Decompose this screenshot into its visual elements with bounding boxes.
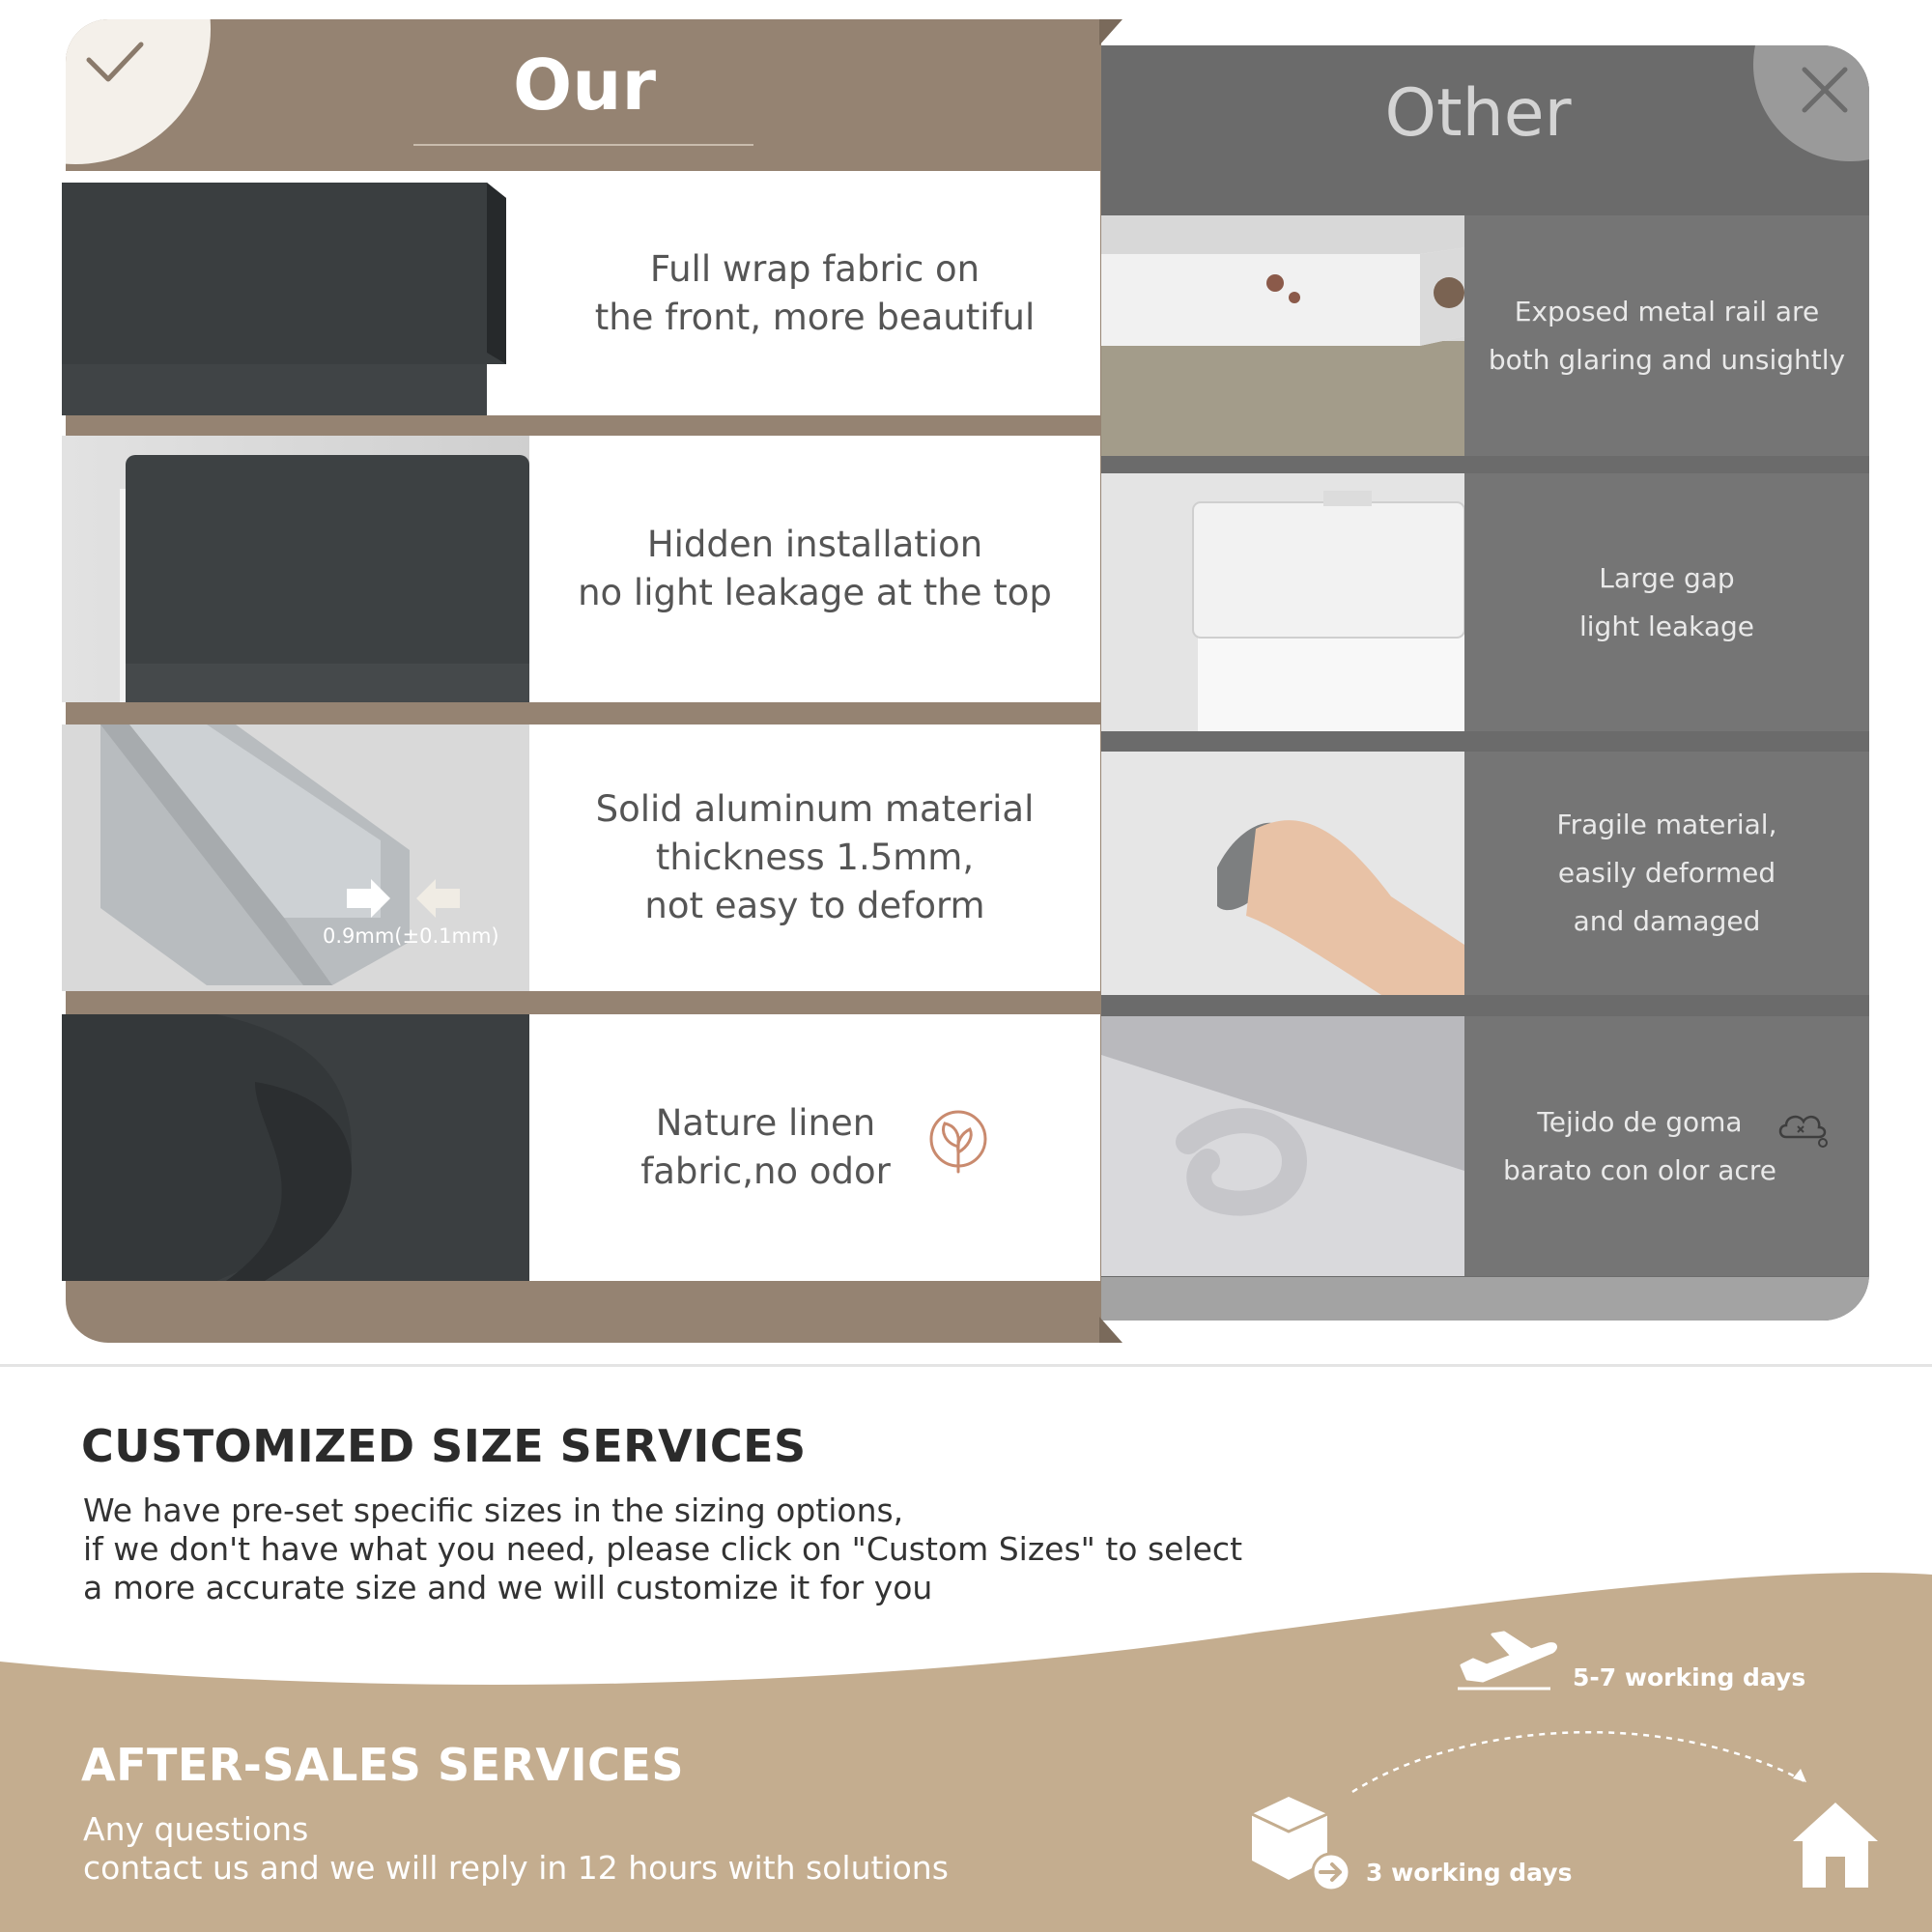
our-title: Our bbox=[513, 44, 656, 126]
large-gap-image bbox=[1101, 473, 1464, 731]
rubber-fabric-image bbox=[1101, 1016, 1464, 1276]
other-title: Other bbox=[1384, 75, 1572, 152]
other-row-exposed-rail bbox=[1101, 215, 1869, 456]
leaf-icon bbox=[927, 1108, 989, 1188]
custom-size-body: We have pre-set specific sizes in the sizing options, if we don't have what you need, please click on "Custom Sizes" to select a more accurate size and we will customize it for you bbox=[83, 1492, 1243, 1606]
linen-fabric-image bbox=[62, 1014, 529, 1281]
other-row-fragile bbox=[1101, 752, 1869, 995]
other-row-text: Tejido de goma barato con olor acre bbox=[1503, 1105, 1776, 1186]
our-title-underline bbox=[413, 144, 753, 146]
hidden-install-image bbox=[62, 436, 529, 702]
other-row-large-gap bbox=[1101, 473, 1869, 731]
other-row-text: Exposed metal rail are both glaring and unsightly bbox=[1488, 295, 1846, 376]
custom-size-title: CUSTOMIZED SIZE SERVICES bbox=[81, 1420, 807, 1472]
our-row-text: Solid aluminum material thickness 1.5mm, not easy to deform bbox=[595, 788, 1035, 926]
after-sales-title: AFTER-SALES SERVICES bbox=[81, 1739, 684, 1791]
ground-shipping-days: 3 working days bbox=[1366, 1859, 1573, 1887]
our-row-hidden-install bbox=[62, 436, 1100, 702]
other-row-text: Fragile material, easily deformed and damaged bbox=[1556, 809, 1777, 937]
other-row-rubber bbox=[1101, 1016, 1869, 1276]
rail-thickness-label: 0.9mm(±0.1mm) bbox=[323, 924, 499, 948]
fragile-rail-image bbox=[1101, 752, 1464, 995]
section-divider bbox=[0, 1364, 1932, 1367]
delivery-route-line bbox=[1343, 1715, 1826, 1802]
air-shipping-days: 5-7 working days bbox=[1573, 1663, 1806, 1691]
panel-fold-bottom bbox=[1099, 1317, 1122, 1343]
check-icon bbox=[85, 39, 145, 89]
odor-cloud-icon bbox=[1776, 1108, 1831, 1166]
after-sales-body: Any questions contact us and we will reply in 12 hours with solutions bbox=[83, 1810, 949, 1887]
our-row-text: Nature linen fabric,no odor bbox=[640, 1102, 891, 1192]
aluminum-rail-image bbox=[62, 724, 529, 991]
fabric-wrap-image bbox=[62, 171, 529, 415]
our-row-linen bbox=[62, 1014, 1100, 1281]
our-row-text: Full wrap fabric on the front, more beautiful bbox=[594, 247, 1036, 338]
other-row-text: Large gap light leakage bbox=[1578, 561, 1754, 642]
our-row-aluminum bbox=[62, 724, 1100, 991]
our-row-text: Hidden installation no light leakage at the top bbox=[578, 524, 1052, 613]
airplane-icon bbox=[1454, 1631, 1560, 1702]
our-row-fabric-wrap bbox=[62, 171, 1100, 415]
panel-fold-top bbox=[1099, 19, 1122, 45]
arrow-right-icon bbox=[1310, 1851, 1352, 1897]
home-icon bbox=[1789, 1799, 1882, 1895]
exposed-rail-image bbox=[1101, 215, 1464, 456]
other-panel-footer bbox=[1096, 1277, 1869, 1321]
